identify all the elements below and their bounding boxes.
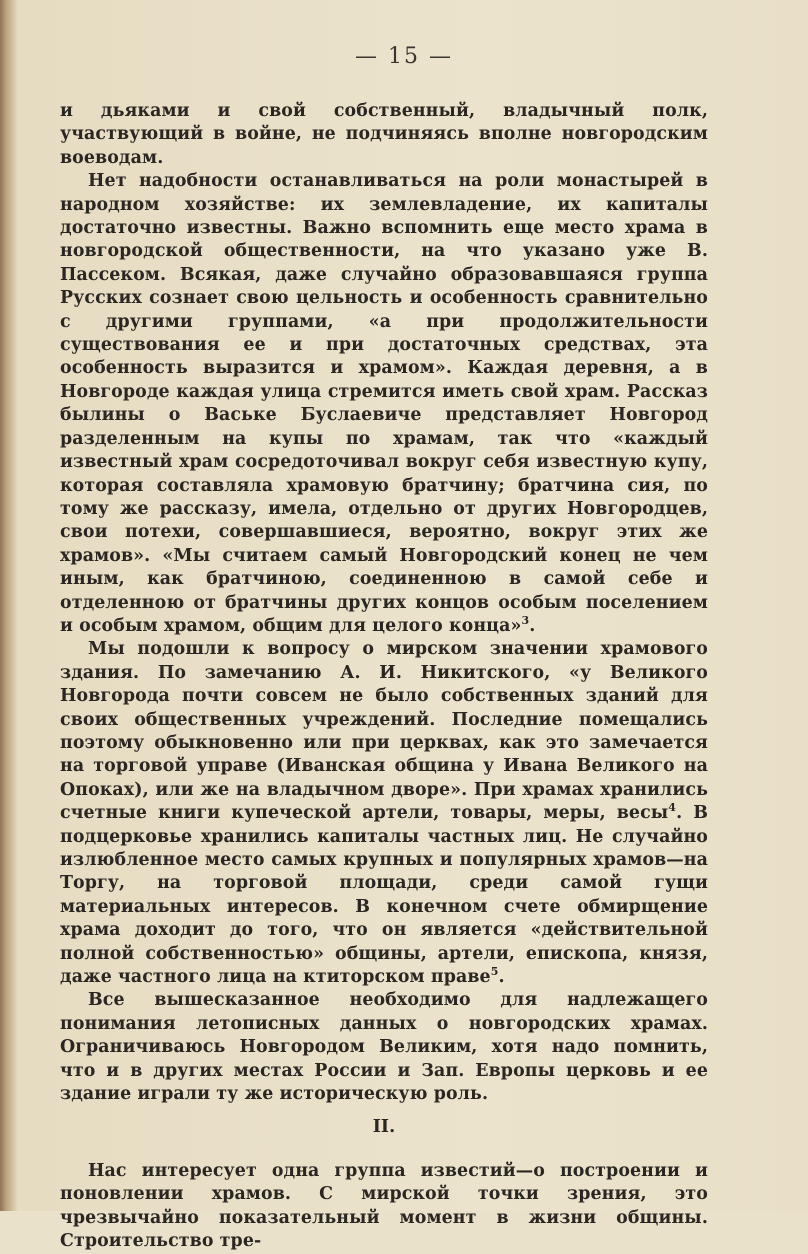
paragraph-tail: . bbox=[498, 967, 505, 988]
paragraph-text: и дьяками и свой собственный, владычный полк, участвующий в войне, не подчиняясь вполне новгородским воеводам. bbox=[60, 101, 708, 168]
paragraph-chronicle-data bbox=[60, 989, 708, 1106]
paragraph-text: Все вышесказанное необходимо для надлежащего понимания летописных данных о новгородских храмах. Ограничиваюсь Новгородом Великим, хотя надо помнить, что и в других местах России и Зап. Европы церковь и ее здание играли ту же историческую роль. bbox=[60, 990, 708, 1105]
page-body bbox=[60, 100, 708, 1254]
paragraph-tail: . bbox=[529, 615, 536, 636]
paragraph-text: Мы подошли к вопросу о мирском значении храмового здания. По замечанию А. И. Никитского, «у Великого Новгорода почти совсем не было собственных зданий для своих общественных учреждений. Последние помещались поэтому обыкновенно или при церквах, как это замечается на торговой управе (Иванская община у Ивана Великого на Опоках), или же на владычном дворе». При храмах хранились счетные книги купеческой артели, товары, меры, весы bbox=[60, 639, 708, 824]
page-number: — 15 — bbox=[355, 44, 453, 69]
paragraph-text-continued: . В подцерковье хранились капиталы частных лиц. Не случайно излюбленное место самых крупных и популярных храмов—на Торгу, на торговой площади, среди самой гущи материальных интересов. В конечном счете обмирщение храма доходит до того, что он является «действительной полной собственностью» общины, артели, епископа, князя, даже частного лица на ктиторском праве bbox=[60, 803, 708, 988]
paragraph-secular-meaning bbox=[60, 638, 708, 989]
paragraph-continuation bbox=[60, 100, 708, 170]
footnote-marker: 5 bbox=[490, 965, 499, 979]
paragraph-section-two bbox=[60, 1160, 708, 1254]
paragraph-text: Нас интересует одна группа известий—о построении и поновлении храмов. С мирской точки зрения, это чрезвычайно показательный момент в жизни общины. Строительство тре- bbox=[60, 1160, 708, 1252]
footnote-marker: 4 bbox=[668, 801, 677, 815]
paragraph-text: Нет надобности останавливаться на роли монастырей в народном хозяйстве: их землевладение, их капиталы достаточно известны. Важно вспомнить еще место храма в новгородской общественности, на что указано уже В. Пассеком. Всякая, даже случайно образовавшаяся группа Русских сознает свою цельность и особенность сравнительно с другими группами, «а при продолжительности существования ее и при достаточных средствах, эта особенность выразится и храмом». Каждая деревня, а в Новгороде каждая улица стремится иметь свой храм. Рассказ былины о Ваське Буслаевиче представляет Новгород разделенным на купы по храмам, так что «каждый известный храм сосредоточивал вокруг себя известную купу, которая составляла храмовую братчину; братчина сия, по тому же рассказу, имела, отдельно от других Новгородцев, свои потехи, совершавшиеся, вероятно, вокруг этих же храмов». «Мы считаем самый Новгородский конец не чем иным, как братчиною, соединенною в самой себе и отделенною от братчины других концов особым поселением и особым храмом, общим для целого конца» bbox=[60, 171, 708, 636]
footnote-marker: 3 bbox=[521, 614, 530, 628]
paragraph-monasteries bbox=[60, 170, 708, 638]
section-heading: II. bbox=[372, 1117, 396, 1138]
